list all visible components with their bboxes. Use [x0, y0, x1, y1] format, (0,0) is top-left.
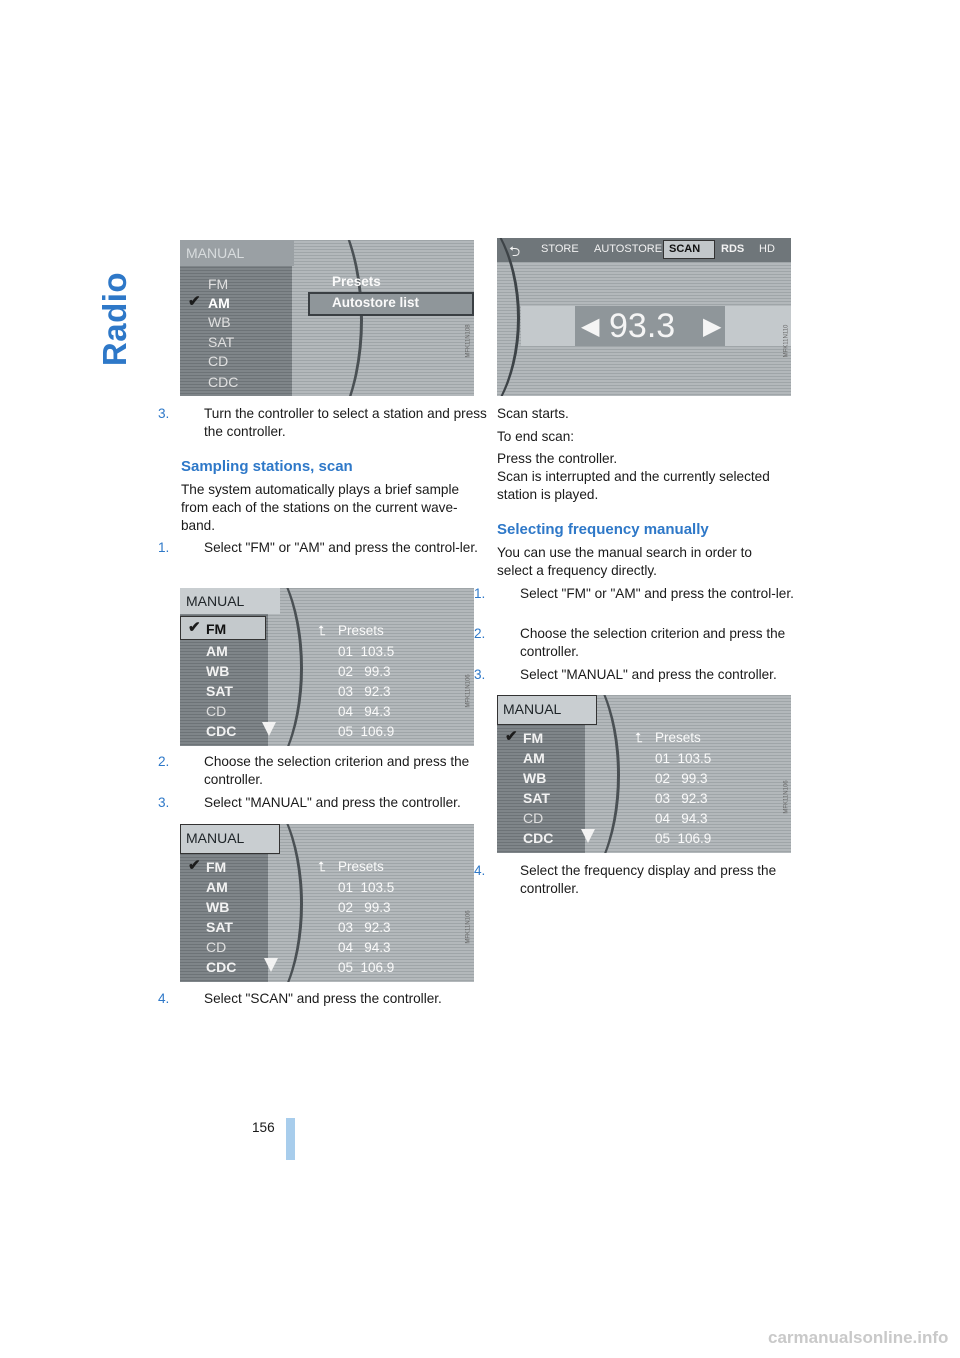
presets-label[interactable]: Presets	[338, 859, 384, 874]
heading-selecting-frequency: Selecting frequency manually	[497, 521, 709, 538]
screen-presets-1	[180, 588, 474, 746]
check-icon: ✔	[188, 857, 201, 874]
menu-title: MANUAL	[180, 240, 294, 266]
frequency-display[interactable]: 93.3	[609, 307, 676, 345]
menu-title[interactable]: MANUAL	[186, 830, 245, 846]
step-3-select-station: 3. Turn the controller to select a station and press the controller.	[158, 406, 487, 439]
menu-item-sat[interactable]: SAT	[523, 790, 550, 806]
menu-item-cdc[interactable]: CDC	[208, 374, 239, 390]
preset-item[interactable]: 03 92.3	[338, 684, 391, 699]
image-code: MFK11N108	[465, 324, 472, 358]
toolbar-autostore[interactable]: AUTOSTORE	[594, 243, 663, 255]
menu-item-cdc[interactable]: CDC	[206, 959, 237, 975]
presets-label[interactable]: Presets	[655, 730, 701, 745]
manual-step-3: 3. Select "MANUAL" and press the controller.	[474, 667, 777, 682]
press-controller-text: Press the controller.	[497, 451, 618, 466]
scan-starts-text: Scan starts.	[497, 406, 569, 421]
toolbar-hd[interactable]: HD	[759, 243, 775, 255]
preset-item[interactable]: 04 94.3	[338, 704, 391, 719]
preset-item[interactable]: 02 99.3	[338, 900, 391, 915]
menu-item-am[interactable]: AM	[206, 643, 228, 659]
menu-item-am[interactable]: AM	[206, 879, 228, 895]
scroll-down-icon[interactable]	[581, 829, 595, 843]
presets-label[interactable]: Presets	[338, 623, 384, 638]
menu-item-fm[interactable]: FM	[523, 730, 544, 746]
menu-item-fm[interactable]: FM	[206, 859, 227, 875]
scan-intro: The system automatically plays a brief sample from each of the stations on the current wave-band.	[181, 482, 460, 533]
preset-item[interactable]: 04 94.3	[655, 811, 708, 826]
scan-step-4: 4. Select "SCAN" and press the controller.	[158, 991, 442, 1006]
image-code: MFK11N106	[465, 910, 472, 944]
page-marker-bar	[286, 1118, 295, 1160]
preset-item[interactable]: 05 106.9	[338, 724, 395, 739]
scan-interrupted-text: Scan is interrupted and the currently selected station is played.	[497, 469, 770, 502]
scan-step-3: 3. Select "MANUAL" and press the controller.	[158, 795, 461, 810]
scroll-down-icon[interactable]	[262, 722, 276, 736]
check-icon: ✔	[505, 728, 518, 745]
toolbar-scan[interactable]: SCAN	[669, 243, 701, 255]
menu-item-am[interactable]: AM	[208, 295, 230, 311]
preset-item[interactable]: 03 92.3	[338, 920, 391, 935]
menu-item-wb[interactable]: WB	[206, 663, 230, 679]
menu-item-cd[interactable]: CD	[208, 353, 229, 369]
to-end-scan-text: To end scan:	[497, 429, 575, 444]
menu-item-cdc[interactable]: CDC	[206, 723, 237, 739]
preset-item[interactable]: 05 106.9	[338, 960, 395, 975]
back-icon[interactable]: ⮤	[318, 859, 326, 874]
preset-item[interactable]: 05 106.9	[655, 831, 712, 846]
manual-intro: You can use the manual search in order to select a frequency directly.	[497, 545, 752, 578]
menu-item-fm[interactable]: FM	[206, 621, 227, 637]
menu-item-wb[interactable]: WB	[208, 314, 231, 330]
manual-step-1: 1. Select "FM" or "AM" and press the control-ler.	[474, 586, 794, 601]
back-arrow-icon[interactable]: ⮌	[509, 243, 521, 259]
screen-presets-2	[180, 824, 474, 982]
check-icon: ✔	[188, 293, 201, 310]
screen-scan	[497, 238, 791, 396]
scan-step-1: 1. Select "FM" or "AM" and press the control-ler.	[158, 540, 478, 555]
menu-item-cdc[interactable]: CDC	[523, 830, 554, 846]
back-icon[interactable]: ⮤	[318, 623, 326, 638]
section-title	[96, 228, 170, 428]
screen-manual-autostore	[180, 240, 474, 396]
footer-site: carmanualsonline.info	[768, 1328, 949, 1347]
menu-item-cd[interactable]: CD	[206, 703, 227, 719]
image-code: MFK11N106	[465, 674, 472, 708]
scroll-down-icon[interactable]	[264, 958, 278, 972]
preset-item[interactable]: 03 92.3	[655, 791, 708, 806]
preset-item[interactable]: 01 103.5	[338, 880, 395, 895]
image-code: MFK11N106	[783, 780, 790, 814]
menu-item-sat[interactable]: SAT	[206, 683, 233, 699]
menu-item-cd[interactable]: CD	[206, 939, 227, 955]
menu-item-sat[interactable]: SAT	[206, 919, 233, 935]
page-number: 156	[252, 1120, 275, 1135]
menu-item-sat[interactable]: SAT	[208, 334, 235, 350]
toolbar-rds[interactable]: RDS	[721, 243, 745, 255]
image-code: MFK11N110	[783, 324, 790, 358]
preset-item[interactable]: 01 103.5	[338, 644, 395, 659]
back-icon[interactable]: ⮤	[635, 730, 643, 745]
menu-item-am[interactable]: AM	[523, 750, 545, 766]
menu-item-wb[interactable]: WB	[523, 770, 547, 786]
arrow-left-icon[interactable]: ◀	[581, 313, 600, 340]
menu-item-wb[interactable]: WB	[206, 899, 230, 915]
arrow-right-icon[interactable]: ▶	[703, 313, 722, 340]
toolbar-store[interactable]: STORE	[541, 243, 579, 255]
menu-item-fm[interactable]: FM	[208, 276, 229, 292]
autostore-list-item[interactable]: Autostore list	[332, 295, 420, 310]
menu-item-cd[interactable]: CD	[523, 810, 544, 826]
section-title-text: Radio	[96, 271, 134, 367]
check-icon: ✔	[188, 619, 201, 636]
preset-item[interactable]: 04 94.3	[338, 940, 391, 955]
manual-step-4: 4. Select the frequency display and press the controller.	[474, 863, 777, 896]
presets-item[interactable]: Presets	[332, 274, 381, 289]
scan-step-2: 2. Choose the selection criterion and press the controller.	[158, 754, 470, 787]
menu-title: MANUAL	[180, 588, 280, 614]
menu-title[interactable]: MANUAL	[503, 701, 562, 717]
heading-sampling-scan: Sampling stations, scan	[181, 458, 353, 475]
screen-presets-3	[497, 695, 791, 853]
preset-item[interactable]: 02 99.3	[338, 664, 391, 679]
preset-item[interactable]: 01 103.5	[655, 751, 712, 766]
preset-item[interactable]: 02 99.3	[655, 771, 708, 786]
manual-step-2: 2. Choose the selection criterion and press the controller.	[474, 626, 786, 659]
